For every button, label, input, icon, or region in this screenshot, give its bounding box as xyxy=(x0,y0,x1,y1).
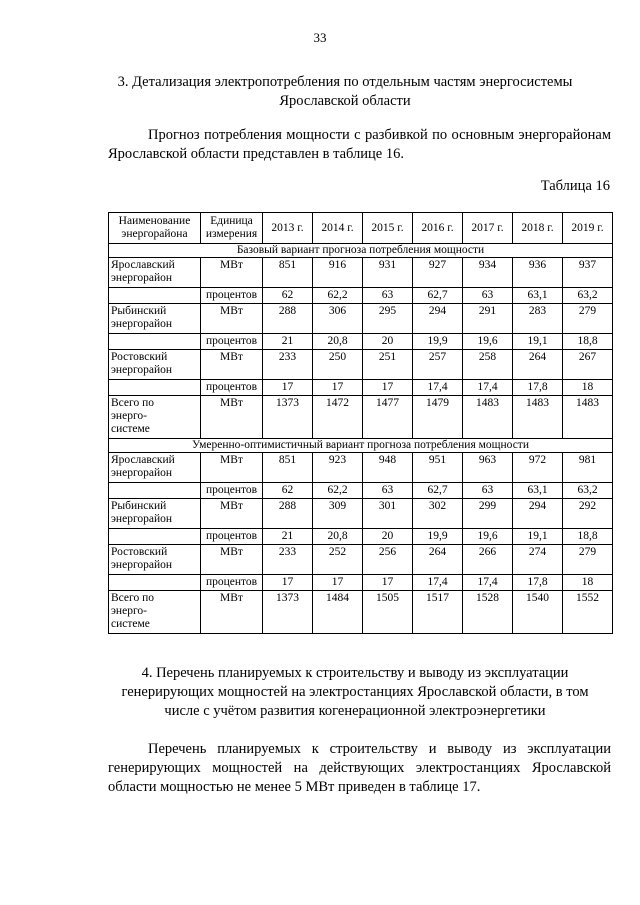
value-cell: 294 xyxy=(513,499,563,529)
unit-cell: процентов xyxy=(201,483,263,499)
value-cell: 294 xyxy=(413,304,463,334)
header-cell: Наименование энергорайона xyxy=(109,213,201,244)
total-value-cell: 1505 xyxy=(363,591,413,634)
value-cell: 972 xyxy=(513,453,563,483)
table-row-percent xyxy=(109,380,613,396)
region-name: Ярославский энергорайон xyxy=(109,258,201,288)
value-cell: 937 xyxy=(563,258,613,288)
value-cell: 309 xyxy=(313,499,363,529)
section-4-heading: 4. Перечень планируемых к строительству и выводу из эксплуатации генерирующих мощностей на электростанциях Ярославской области, в том числе с учётом развития когенерационной электроэнергетики xyxy=(121,665,589,719)
header-cell: Единица измерения xyxy=(201,213,263,244)
total-value-cell: 1540 xyxy=(513,591,563,634)
header-cell: 2019 г. xyxy=(563,213,613,244)
table-row-percent xyxy=(109,334,613,350)
section-3-heading-line2: Ярославской области xyxy=(279,93,411,109)
percent-cell: 17 xyxy=(363,575,413,591)
table-row xyxy=(109,350,613,380)
value-cell: 279 xyxy=(563,304,613,334)
section-title: Умеренно-оптимистичный вариант прогноза потребления мощности xyxy=(109,439,613,453)
total-value-cell: 1528 xyxy=(463,591,513,634)
empty-cell xyxy=(109,288,201,304)
forecast-table xyxy=(108,212,613,634)
value-cell: 258 xyxy=(463,350,513,380)
total-name-line: системе xyxy=(111,618,150,630)
percent-cell: 62 xyxy=(263,288,313,304)
value-cell: 295 xyxy=(363,304,413,334)
percent-cell: 63,1 xyxy=(513,288,563,304)
total-name xyxy=(109,591,201,634)
table-row-percent xyxy=(109,288,613,304)
table-row xyxy=(109,453,613,483)
percent-cell: 19,1 xyxy=(513,529,563,545)
value-cell: 251 xyxy=(363,350,413,380)
percent-cell: 63 xyxy=(363,288,413,304)
empty-cell xyxy=(109,380,201,396)
percent-cell: 20 xyxy=(363,529,413,545)
section-3-heading xyxy=(110,73,580,111)
unit-cell: процентов xyxy=(201,288,263,304)
unit-cell: МВт xyxy=(201,453,263,483)
header-cell: 2013 г. xyxy=(263,213,313,244)
value-cell: 292 xyxy=(563,499,613,529)
table-row xyxy=(109,499,613,529)
total-value-cell: 1483 xyxy=(563,396,613,439)
total-value-cell: 1477 xyxy=(363,396,413,439)
value-cell: 256 xyxy=(363,545,413,575)
percent-cell: 18,8 xyxy=(563,529,613,545)
table-row-percent xyxy=(109,575,613,591)
value-cell: 851 xyxy=(263,453,313,483)
unit-cell: процентов xyxy=(201,334,263,350)
value-cell: 963 xyxy=(463,453,513,483)
percent-cell: 19,1 xyxy=(513,334,563,350)
table-row-percent xyxy=(109,483,613,499)
percent-cell: 19,9 xyxy=(413,334,463,350)
value-cell: 302 xyxy=(413,499,463,529)
percent-cell: 62 xyxy=(263,483,313,499)
total-value-cell: 1373 xyxy=(263,591,313,634)
total-name-line: системе xyxy=(111,423,150,435)
percent-cell: 17,4 xyxy=(413,380,463,396)
unit-cell: процентов xyxy=(201,575,263,591)
total-value-cell: 1479 xyxy=(413,396,463,439)
percent-cell: 17,8 xyxy=(513,380,563,396)
value-cell: 252 xyxy=(313,545,363,575)
percent-cell: 21 xyxy=(263,334,313,350)
total-name-line: Всего по xyxy=(111,397,154,409)
percent-cell: 63,2 xyxy=(563,483,613,499)
value-cell: 291 xyxy=(463,304,513,334)
percent-cell: 17,4 xyxy=(413,575,463,591)
value-cell: 951 xyxy=(413,453,463,483)
percent-cell: 17 xyxy=(263,575,313,591)
unit-cell: МВт xyxy=(201,304,263,334)
value-cell: 923 xyxy=(313,453,363,483)
percent-cell: 19,6 xyxy=(463,529,513,545)
section-title: Базовый вариант прогноза потребления мощности xyxy=(109,244,613,258)
percent-cell: 17 xyxy=(363,380,413,396)
intro-paragraph: Прогноз потребления мощности с разбивкой по основным энергорайонам Ярославской области представлен в таблице 16. xyxy=(108,127,611,162)
percent-cell: 19,6 xyxy=(463,334,513,350)
percent-cell: 20,8 xyxy=(313,334,363,350)
table-row xyxy=(109,545,613,575)
header-cell: 2014 г. xyxy=(313,213,363,244)
region-name: Ярославский энергорайон xyxy=(109,453,201,483)
percent-cell: 17,4 xyxy=(463,380,513,396)
unit-cell: МВт xyxy=(201,591,263,634)
unit-cell: процентов xyxy=(201,380,263,396)
header-cell: 2017 г. xyxy=(463,213,513,244)
empty-cell xyxy=(109,529,201,545)
table-row-total xyxy=(109,396,613,439)
total-name-line: энерго- xyxy=(111,410,147,422)
section-title-row xyxy=(109,244,613,258)
percent-cell: 17,4 xyxy=(463,575,513,591)
total-name-line: Всего по xyxy=(111,592,154,604)
table-header-row xyxy=(109,213,613,244)
value-cell: 934 xyxy=(463,258,513,288)
percent-cell: 18 xyxy=(563,380,613,396)
value-cell: 264 xyxy=(513,350,563,380)
table-row-percent xyxy=(109,529,613,545)
unit-cell: МВт xyxy=(201,258,263,288)
total-value-cell: 1484 xyxy=(313,591,363,634)
value-cell: 288 xyxy=(263,304,313,334)
empty-cell xyxy=(109,334,201,350)
total-value-cell: 1472 xyxy=(313,396,363,439)
total-name-line: энерго- xyxy=(111,605,147,617)
value-cell: 283 xyxy=(513,304,563,334)
percent-cell: 63,2 xyxy=(563,288,613,304)
section-3-heading-line1: 3. Детализация электропотребления по отдельным частям энергосистемы xyxy=(117,74,573,90)
percent-cell: 18,8 xyxy=(563,334,613,350)
unit-cell: МВт xyxy=(201,396,263,439)
value-cell: 233 xyxy=(263,545,313,575)
header-cell: 2018 г. xyxy=(513,213,563,244)
region-name: Рыбинский энергорайон xyxy=(109,499,201,529)
section-title-row xyxy=(109,439,613,453)
value-cell: 931 xyxy=(363,258,413,288)
empty-cell xyxy=(109,575,201,591)
percent-cell: 62,7 xyxy=(413,288,463,304)
region-name: Ростовский энергорайон xyxy=(109,545,201,575)
percent-cell: 20 xyxy=(363,334,413,350)
unit-cell: процентов xyxy=(201,529,263,545)
value-cell: 264 xyxy=(413,545,463,575)
percent-cell: 17,8 xyxy=(513,575,563,591)
percent-cell: 17 xyxy=(263,380,313,396)
total-value-cell: 1483 xyxy=(513,396,563,439)
unit-cell: МВт xyxy=(201,499,263,529)
value-cell: 233 xyxy=(263,350,313,380)
value-cell: 306 xyxy=(313,304,363,334)
value-cell: 299 xyxy=(463,499,513,529)
value-cell: 936 xyxy=(513,258,563,288)
table-row xyxy=(109,304,613,334)
value-cell: 274 xyxy=(513,545,563,575)
percent-cell: 20,8 xyxy=(313,529,363,545)
value-cell: 981 xyxy=(563,453,613,483)
percent-cell: 18 xyxy=(563,575,613,591)
total-name xyxy=(109,396,201,439)
table-row xyxy=(109,258,613,288)
value-cell: 851 xyxy=(263,258,313,288)
percent-cell: 62,7 xyxy=(413,483,463,499)
unit-cell: МВт xyxy=(201,350,263,380)
table-row-total xyxy=(109,591,613,634)
total-value-cell: 1552 xyxy=(563,591,613,634)
table-caption: Таблица 16 xyxy=(540,178,610,194)
value-cell: 916 xyxy=(313,258,363,288)
region-name: Рыбинский энергорайон xyxy=(109,304,201,334)
total-value-cell: 1517 xyxy=(413,591,463,634)
value-cell: 266 xyxy=(463,545,513,575)
value-cell: 250 xyxy=(313,350,363,380)
percent-cell: 21 xyxy=(263,529,313,545)
percent-cell: 17 xyxy=(313,575,363,591)
percent-cell: 63 xyxy=(463,288,513,304)
percent-cell: 63,1 xyxy=(513,483,563,499)
empty-cell xyxy=(109,483,201,499)
header-cell: 2015 г. xyxy=(363,213,413,244)
value-cell: 301 xyxy=(363,499,413,529)
value-cell: 927 xyxy=(413,258,463,288)
value-cell: 257 xyxy=(413,350,463,380)
total-value-cell: 1373 xyxy=(263,396,313,439)
unit-cell: МВт xyxy=(201,545,263,575)
percent-cell: 63 xyxy=(463,483,513,499)
percent-cell: 17 xyxy=(313,380,363,396)
forecast-table-body xyxy=(109,213,613,634)
percent-cell: 62,2 xyxy=(313,288,363,304)
value-cell: 948 xyxy=(363,453,413,483)
value-cell: 288 xyxy=(263,499,313,529)
region-name: Ростовский энергорайон xyxy=(109,350,201,380)
percent-cell: 63 xyxy=(363,483,413,499)
percent-cell: 19,9 xyxy=(413,529,463,545)
page-number: 33 xyxy=(313,30,327,45)
total-value-cell: 1483 xyxy=(463,396,513,439)
value-cell: 279 xyxy=(563,545,613,575)
percent-cell: 62,2 xyxy=(313,483,363,499)
header-cell: 2016 г. xyxy=(413,213,463,244)
value-cell: 267 xyxy=(563,350,613,380)
closing-paragraph: Перечень планируемых к строительству и выводу из эксплуатации генерирующих мощностей на действующих электростанциях Ярославской области мощностью не менее 5 МВт приведен в таблице 17. xyxy=(108,741,611,795)
